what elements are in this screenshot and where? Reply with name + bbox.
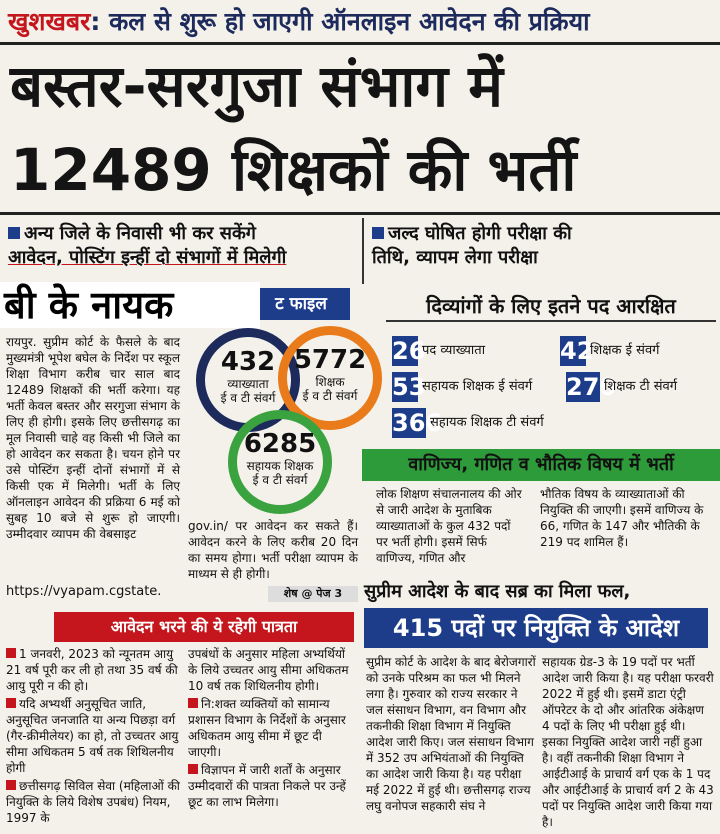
subhead-right-line2: तिथि, व्यापम लेगा परीक्षा	[372, 247, 538, 268]
eligibility-item: विज्ञापन में जारी शर्तों के अनुसार उम्मीदवारों की पात्रता निकले पर उन्हें छूट का लाभ मिलेगा।	[188, 763, 346, 809]
eligibility-item: यदि अभ्यर्थी अनुसूचित जाति, अनुसूचित जनजाति या अन्य पिछड़ा वर्ग (गैर-क्रीमीलेयर) का हो, तो उच्चतर आयु सीमा अधिकतम 5 वर्ष तक शिथिलनीय होगी	[6, 697, 179, 775]
ring-teacher-label1: शिक्षक	[315, 375, 345, 389]
square-bullet-icon	[6, 698, 16, 708]
reserved-label: शिक्षक टी संवर्ग	[604, 379, 678, 394]
subhead-right	[372, 222, 716, 270]
commerce-right-text: भौतिक विषय के व्याख्याताओं की नियुक्ति की जाएगी। इसमें वाणिज्य के 66, गणित के 147 और भौतिकी के 219 पद शामिल हैं।	[540, 487, 704, 549]
square-bullet-icon	[6, 780, 16, 790]
ring-teacher-label2: ई व टी संवर्ग	[302, 389, 358, 403]
ring-asst-teacher-label1: सहायक शिक्षक	[246, 459, 314, 473]
ring-asst-teacher	[228, 410, 332, 514]
reserved-label: पद व्याख्याता	[422, 343, 486, 358]
main-story-text: रायपुर. सुप्रीम कोर्ट के फैसले के बाद मुख्यमंत्री भूपेश बघेल के निर्देश पर स्कूल शिक्षा विभाग करीब चार साल बाद 12489 शिक्षकों की भर्ती करेगा। यह भर्ती केवल बस्तर और सरगुजा संभाग के लिए ही होगी। इसके लिए छत्तीसगढ़ का मूल निवासी चाहे वह किसी भी जिले का हो आवेदन कर सकता है। चयन होने पर उसे पोस्टिंग इन्हीं दोनों संभागों में से किसी एक में मिलेगी। भर्ती के लिए ऑनलाइन आवेदन की प्रक्रिया 6 मई को सुबह 10 बजे से शुरू हो जाएगी। उम्मीदवार व्यापम की वेबसाइट	[6, 335, 180, 541]
file-tab: ट फाइल	[252, 288, 350, 320]
eligibility-item: छत्तीसगढ़ सिविल सेवा (महिलाओं की नियुक्ति के लिये विशेष उपबंध) नियम, 1997 के	[6, 779, 180, 825]
overlay-name: बी के नायक	[0, 282, 260, 328]
ring-asst-teacher-label2: ई व टी संवर्ग	[252, 473, 308, 487]
headline-rule	[0, 212, 720, 215]
eligibility-item: 1 जनवरी, 2023 को न्यूनतम आयु 21 वर्ष पूरी कर ली हो तथा 35 वर्ष की आयु पूरी न की हो।	[6, 647, 178, 693]
square-bullet-icon	[8, 227, 20, 239]
headline-line-1: बस्तर-सरगुजा संभाग में	[10, 52, 503, 120]
supreme-right-text: सहायक ग्रेड-3 के 19 पदों पर भर्ती आदेश जारी किया है। यह परीक्षा फरवरी 2022 में हुई थी। इसमें डाटा एंट्री ऑपरेटर के दो और आंतरिक अंकेक्षण 4 पदों के लिए भी परीक्षा हुई थी। इसका नियुक्ति आदेश जारी नहीं हुआ है। वहीं तकनीकी शिक्षा विभाग ने आईटीआई के प्राचार्य वर्ग एक के 1 पद और आईटीआई के प्राचार्य वर्ग 2 के 43 पदों पर नियुक्ति आदेश जारी किया गया है।	[542, 655, 714, 829]
reserved-number: 366	[392, 409, 443, 437]
reserved-title: दिव्यांगों के लिए इतने पद आरक्षित	[386, 290, 716, 322]
reserved-number: 26	[392, 337, 426, 365]
reserved-label: सहायक शिक्षक ई संवर्ग	[422, 379, 533, 394]
ring-asst-teacher-number: 6285	[243, 429, 317, 459]
subhead-left	[8, 222, 358, 270]
eligibility-item: उपबंधों के अनुसार महिला अभ्यर्थियों के लिये उच्चतर आयु सीमा अधिकतम 10 वर्ष तक शिथिलनीय होगी।	[188, 647, 349, 693]
kicker-text: : कल से शुरू हो जाएगी ऑनलाइन आवेदन की प्रक्रिया	[90, 7, 590, 36]
square-bullet-icon	[6, 648, 16, 658]
reserved-label: सहायक शिक्षक टी संवर्ग	[430, 415, 544, 430]
eligibility-right	[188, 646, 358, 830]
reserved-label: शिक्षक ई संवर्ग	[590, 343, 660, 358]
square-bullet-icon	[188, 764, 198, 774]
eligibility-banner: आवेदन भरने की ये रहेगी पात्रता	[54, 612, 354, 642]
ring-lecturer-label1: व्याख्याता	[227, 377, 269, 391]
eligibility-item: नि:शक्त व्यक्तियों को सामान्य प्रशासन विभाग के निर्देशों के अनुसार अधिकतम आयु सीमा में छूट दी जाएगी।	[188, 697, 346, 759]
supreme-left-text: सुप्रीम कोर्ट के आदेश के बाद बेरोजगारों को उनके परिश्रम का फल भी मिलने लगा है। गुरुवार को राज्य सरकार ने जल संसाधन विभाग, वन विभाग और तकनीकी शिक्षा विभाग में नियुक्ति आदेश जारी किए। जल संसाधन विभाग में 352 उप अभियंताओं की नियुक्ति का आदेश जारी किया है। यह परीक्षा मई 2022 में हुई थी। छत्तीसगढ़ राज्य लघु वनोपज सहकारी संघ ने	[366, 655, 536, 813]
reserved-number: 42	[560, 337, 594, 365]
square-bullet-icon	[188, 698, 198, 708]
vyapam-link[interactable]: https://vyapam.cgstate.	[6, 584, 162, 599]
subhead-divider	[362, 218, 364, 284]
reserved-number: 270	[566, 373, 617, 401]
subhead-left-line2: आवेदन, पोस्टिंग इन्हीं दो संभागों में मिलेगी	[8, 247, 287, 268]
continued-page-note: शेष @ पेज 3	[268, 586, 358, 602]
supreme-banner: 415 पदों पर नियुक्ति के आदेश	[364, 608, 708, 648]
subhead-left-line1: अन्य जिले के निवासी भी कर सकेंगे	[24, 223, 256, 244]
commerce-band: वाणिज्य, गणित व भौतिक विषय में भर्ती	[362, 449, 720, 481]
square-bullet-icon	[372, 227, 384, 239]
kicker	[8, 4, 712, 42]
ring-lecturer-label2: ई व टी संवर्ग	[220, 391, 276, 405]
kicker-label: खुशखबर	[8, 7, 91, 36]
ring-lecturer-number: 432	[220, 347, 276, 377]
commerce-left-text: लोक शिक्षण संचालनालय की ओर से जारी आदेश के मुताबिक व्याख्याताओं के कुल 432 पदों पर भर्ती होगी। इसमें सिर्फ वाणिज्य, गणित और	[376, 487, 522, 565]
reserved-number: 53	[392, 373, 426, 401]
ring-teacher-number: 5772	[293, 345, 367, 375]
subhead-right-line1: जल्द घोषित होगी परीक्षा की	[388, 223, 572, 244]
eligibility-left	[6, 646, 182, 830]
story-continued: gov.in/ पर आवेदन कर सकते हैं। आवेदन करने के लिए करीब 20 दिन का समय होगा। भर्ती परीक्षा व्यापम के माध्यम से ही होगी।	[188, 519, 358, 581]
headline-line-2: 12489 शिक्षकों की भर्ती	[10, 136, 577, 204]
supreme-heading: सुप्रीम आदेश के बाद सब्र का मिला फल,	[364, 581, 631, 602]
